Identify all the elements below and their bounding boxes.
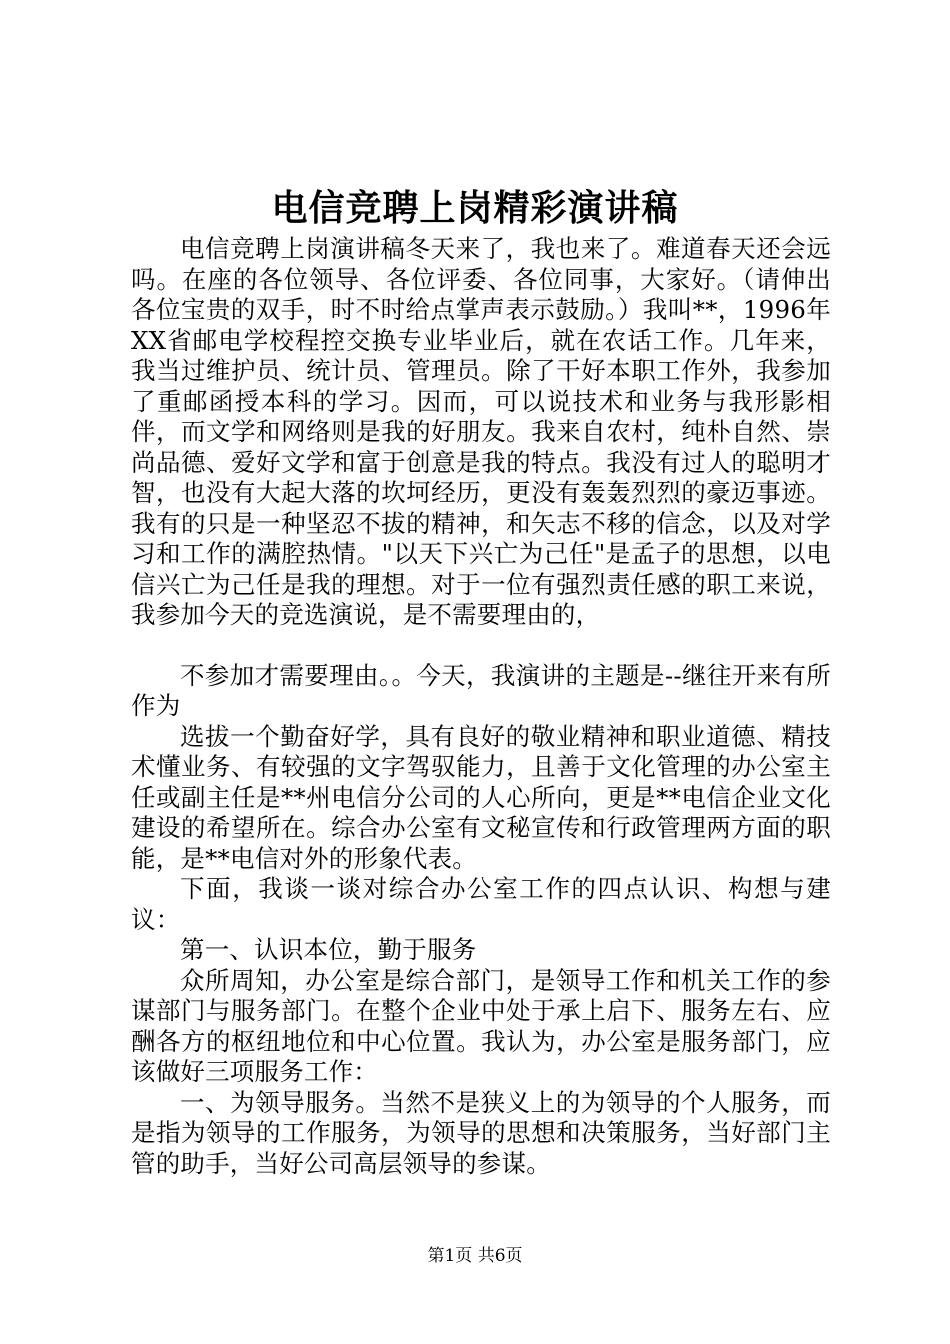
paragraph-serve-leaders: 一、为领导服务。当然不是狭义上的为领导的个人服务，而是指为领导的工作服务，为领导的思想和决策服务，当好部门主管的助手，当好公司高层领导的参谋。: [131, 1087, 831, 1178]
paragraph-office-role: 众所周知，办公室是综合部门，是领导工作和机关工作的参谋部门与服务部门。在整个企业中处于承上启下、服务左右、应酬各方的枢纽地位和中心位置。我认为，办公室是服务部门，应该做好三项服务工作：: [131, 965, 831, 1086]
paragraph-intro: 电信竞聘上岗演讲稿冬天来了，我也来了。难道春天还会远吗。在座的各位领导、各位评委、各位同事，大家好。（请伸出各位宝贵的双手，时不时给点掌声表示鼓励。）我叫**，1996年XX省邮电学校程控交换专业毕业后，就在农话工作。几年来，我当过维护员、统计员、管理员。除了干好本职工作外，我参加了重邮函授本科的学习。因而，可以说技术和业务与我形影相伴，而文学和网络则是我的好朋友。我来自农村，纯朴自然、崇尚品德、爱好文学和富于创意是我的特点。我没有过人的聪明才智，也没有大起大落的坎坷经历，更没有轰轰烈烈的豪迈事迹。我有的只是一种坚忍不拔的精神，和矢志不移的信念，以及对学习和工作的满腔热情。"以天下兴亡为己任"是孟子的思想，以电信兴亡为己任是我的理想。对于一位有强烈责任感的职工来说，我参加今天的竞选演说，是不需要理由的，: [131, 234, 831, 629]
paragraph-theme: 不参加才需要理由。。今天，我演讲的主题是--继往开来有所作为: [131, 660, 831, 720]
document-body: [131, 234, 831, 1179]
paragraph-outline: 下面，我谈一谈对综合办公室工作的四点认识、构想与建议：: [131, 874, 831, 934]
document-title: 电信竞聘上岗精彩演讲稿: [271, 187, 679, 229]
page-number: 第1页 共6页: [427, 1246, 523, 1266]
section-heading-first: 第一、认识本位，勤于服务: [180, 935, 477, 964]
paragraph-selection: 选拔一个勤奋好学，具有良好的敬业精神和职业道德、精技术懂业务、有较强的文字驾驭能力，且善于文化管理的办公室主任或副主任是**州电信分公司的人心所向，更是**电信企业文化建设的希望所在。综合办公室有文秘宣传和行政管理两方面的职能，是**电信对外的形象代表。: [131, 721, 831, 873]
